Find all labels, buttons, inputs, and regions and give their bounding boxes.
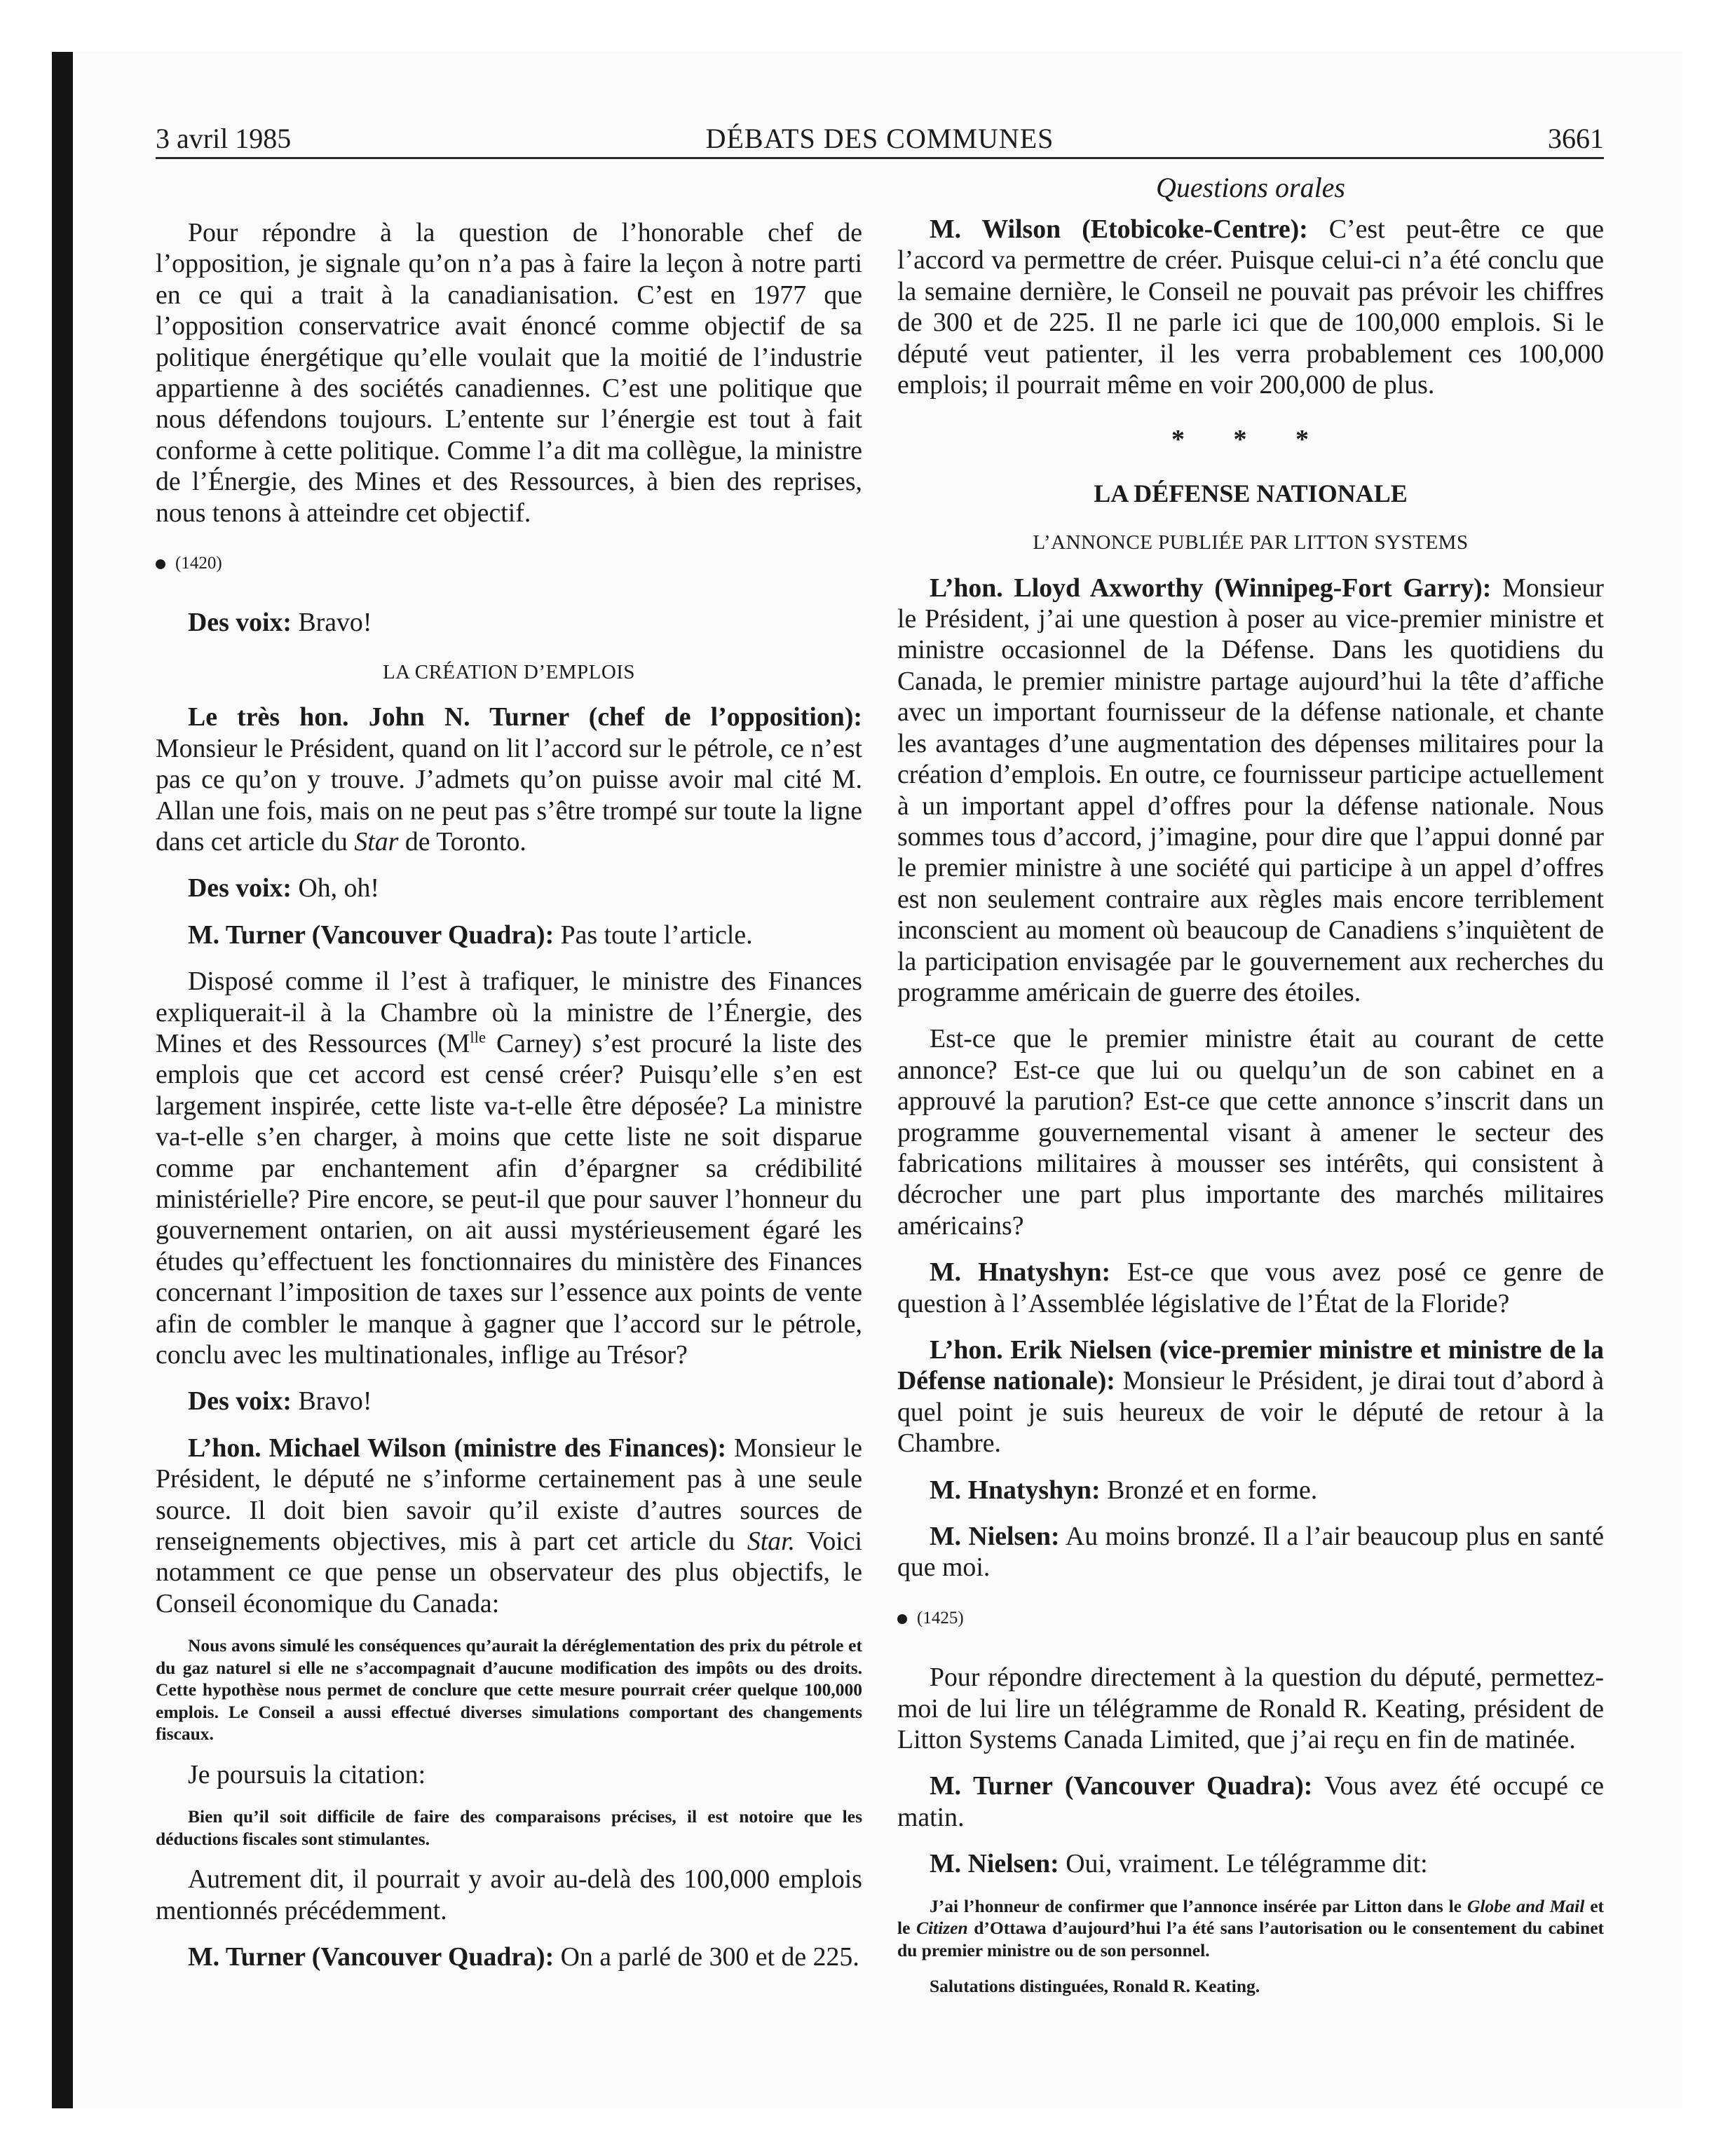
speech-text: Bravo!: [292, 1386, 372, 1417]
paragraph: Autrement dit, il pourrait y avoir au-delà des 100,000 emplois mentionnés précédemment.: [156, 1864, 862, 1925]
speaker-name: Le très hon. John N. Turner (chef de l’opposition):: [188, 702, 862, 732]
speech: [156, 1433, 862, 1619]
block-quote: Bien qu’il soit difficile de faire des comparaisons précises, il est notoire que les déductions fiscales sont stimulantes.: [156, 1806, 862, 1849]
bullet-icon: [897, 1614, 907, 1624]
speaker-name: Des voix:: [188, 1386, 292, 1417]
page-number: 3661: [1548, 123, 1604, 154]
speech: [897, 1770, 1604, 1833]
newspaper-name: Star: [354, 826, 399, 857]
right-column: [897, 214, 1604, 2012]
speaker-name: M. Turner (Vancouver Quadra):: [930, 1771, 1313, 1801]
speech: [897, 1848, 1604, 1879]
speaker-name: M. Turner (Vancouver Quadra):: [188, 920, 554, 950]
speech-text: Bronzé et en forme.: [1100, 1475, 1318, 1505]
speech: [897, 573, 1604, 1009]
paragraph: Est-ce que le premier ministre était au courant de cette annonce? Est-ce que lui ou quelqu’un de son cabinet en a approuvé la parution? Est-ce que cette annonce s’inscrit dans un programme gouvernemental visant à amener le secteur des fabrications militaires à mousser ses intérêts, qui consistent à décrocher une part plus importante des marchés militaires américains?: [897, 1024, 1604, 1241]
quote-text: d’Ottawa d’aujourd’hui l’a été sans l’autorisation ou le consentement du cabinet du premier ministre ou de son personnel.: [897, 1918, 1605, 1960]
paragraph-text: Carney) s’est procuré la liste des emplois que cet accord est censé créer? Puisqu’elle s’en est largement inspirée, cette liste va-t-elle être déposée? La ministre va-t-elle s’en charger, à moins que cette liste ne soit disparue comme par enchantement afin d’épargner sa crédibilité ministérielle? Pire encore, se peut-il que pour sauver l’honneur du gouvernement ontarien, on ait aussi mystérieusement égaré les études qu’effectuent les fonctionnaires du ministère des Finances concernant l’imposition de taxes sur l’essence aux points de vente afin de combler le manque à gagner que l’accord sur le pétrole, conclu avec les multinationales, inflige au Trésor?: [156, 1028, 863, 1370]
speech-text: Bravo!: [292, 608, 372, 638]
speaker-name: Des voix:: [188, 608, 292, 638]
timestamp: [156, 548, 862, 579]
speech-text: Monsieur le Président, je dirai tout d’abord à quel point je suis heureux de voir le député de retour à la Chambre.: [897, 1366, 1604, 1459]
speech: [156, 1942, 862, 1972]
speech-text: Est-ce que vous avez posé ce genre de question à l’Assemblée législative de l’État de la Floride?: [897, 1257, 1604, 1318]
speech: [156, 873, 862, 903]
speech-text: de Toronto.: [398, 826, 526, 857]
paragraph: Pour répondre à la question de l’honorable chef de l’opposition, je signale qu’on n’a pas à faire la leçon à notre parti en ce qui a trait à la canadianisation. C’est en 1977 que l’opposition conservatrice avait énoncé comme objectif de sa politique énergétique qu’elle voulait que la moitié de l’industrie appartienne à des sociétés canadiennes. C’est une politique que nous défendons toujours. L’entente sur l’énergie est tout à fait conforme à cette politique. Comme l’a dit ma collègue, la ministre de l’Énergie, des Mines et des Ressources, à bien des reprises, nous tenons à atteindre cet objectif.: [156, 218, 862, 528]
paragraph: Pour répondre directement à la question du député, permettez-moi de lui lire un télégramme de Ronald R. Keating, président de Litton Systems Canada Limited, que j’ai reçu en fin de matinée.: [897, 1663, 1604, 1755]
speech-text: Voici notamment ce que pense un observateur des plus objectifs, le Conseil économique du Canada:: [156, 1527, 862, 1618]
speech: [897, 1335, 1604, 1459]
timestamp: [897, 1603, 1604, 1634]
speaker-name: M. Turner (Vancouver Quadra):: [188, 1942, 554, 1972]
header-title: DÉBATS DES COMMUNES: [705, 123, 1054, 154]
newspaper-name: Globe and Mail: [1467, 1895, 1585, 1916]
speech: [897, 1475, 1604, 1506]
newspaper-name: Citizen: [916, 1918, 968, 1939]
speech: [156, 920, 862, 950]
speech: [897, 1521, 1604, 1583]
subheading: LA CRÉATION D’EMPLOIS: [382, 660, 636, 683]
left-column: [156, 217, 862, 1988]
speaker-name: M. Hnatyshyn:: [930, 1257, 1111, 1288]
speech-text: Au moins bronzé. Il a l’air beaucoup plus en santé que moi.: [897, 1522, 1604, 1583]
paragraph: [156, 966, 862, 1370]
speech-text: Oh, oh!: [292, 873, 379, 903]
speaker-name: L’hon. Michael Wilson (ministre des Finances):: [188, 1433, 727, 1463]
speaker-name: M. Nielsen:: [930, 1522, 1060, 1552]
running-header: [156, 118, 1604, 159]
timestamp-text: (1420): [175, 554, 222, 573]
paragraph-text: Disposé comme il l’est à trafiquer, le ministre des Finances expliquerait-il à la Chambre où la ministre de l’Énergie, des Mines et des Ressources (M: [156, 967, 862, 1058]
quote-text: et le: [897, 1895, 1605, 1939]
speech: [156, 1386, 862, 1417]
scan-margin-bottom: [0, 2108, 1735, 2156]
quote-text: J’ai l’honneur de confirmer que l’annonce insérée par Litton dans le: [930, 1895, 1467, 1916]
subheading: L’ANNONCE PUBLIÉE PAR LITTON SYSTEMS: [1033, 531, 1469, 554]
bullet-icon: [156, 559, 165, 569]
speaker-name: M. Wilson (Etobicoke-Centre):: [930, 214, 1308, 244]
scan-margin-left: [0, 0, 52, 2156]
speaker-name: L’hon. Lloyd Axworthy (Winnipeg-Fort Garry):: [930, 573, 1492, 603]
timestamp-text: (1425): [917, 1608, 964, 1628]
speech: [897, 1257, 1604, 1319]
speech: [897, 214, 1604, 400]
speech: [156, 702, 862, 857]
scan-margin-top: [0, 0, 1735, 52]
speech-text: Pas toute l’article.: [554, 920, 753, 950]
speech-text: Monsieur le Président, j’ai une question à poser au vice-premier ministre et ministre occasionnel de la Défense. Dans les quotidiens du Canada, le premier ministre partage aujourd’hui la tête d’affiche avec un important fournisseur de la défense nationale, et chante les avantages d’une augmentation des dépenses militaires pour la création d’emplois. En outre, ce fournisseur participe actuellement à un important appel d’offres pour la défense nationale. Nous sommes tous d’accord, j’imagine, pour dire que l’appui donné par le premier ministre à une société qui participe à un appel d’offres est non seulement contraire aux règles mais encore terriblement inconscient au moment où beaucoup de Canadiens s’inquiètent de la participation envisagée par le gouvernement aux recherches du programme américain de guerre des étoiles.: [897, 573, 1604, 1007]
speech-text: On a parlé de 300 et de 225.: [554, 1942, 859, 1972]
speech-text: C’est peut-être ce que l’accord va permettre de créer. Puisque celui-ci n’a été conclu que la semaine dernière, le Conseil ne pouvait pas prévoir les chiffres de 300 et de 225. Il ne parle ici que de 100,000 emplois. Si le député veut patienter, il les verra probablement ces 100,000 emplois; il pourrait même en voir 200,000 de plus.: [897, 214, 1604, 400]
speaker-name: M. Hnatyshyn:: [930, 1475, 1101, 1505]
block-quote: [897, 1895, 1604, 1962]
speaker-name: L’hon. Erik Nielsen (vice-premier ministre et ministre de la Défense nationale):: [897, 1335, 1604, 1396]
section-heading: LA DÉFENSE NATIONALE: [1094, 479, 1408, 507]
block-quote: Nous avons simulé les conséquences qu’aurait la déréglementation des prix du pétrole et du gaz naturel si elle ne s’accompagnait d’aucune modification des impôts ou des droits. Cette hypothèse nous permet de conclure que cette mesure pourrait créer quelque 100,000 emplois. Le Conseil a aussi effectué diverses simulations comportant des changements fiscaux.: [156, 1635, 862, 1745]
speech-text: Monsieur le Président, quand on lit l’accord sur le pétrole, ce n’est pas ce qu’on y trouve. J’admets qu’on puisse avoir mal cité M. Allan une fois, mais on ne peut pas s’être trompé sur toute la ligne dans cet article du: [156, 733, 862, 857]
newspaper-name: Star.: [747, 1527, 796, 1557]
telegram-signature: Salutations distinguées, Ronald R. Keating.: [930, 1976, 1260, 1997]
speech-text: Monsieur le Président, le député ne s’informe certainement pas à une seule source. Il doit bien savoir qu’il existe d’autres sources de renseignements objectives, mis à part cet article du: [156, 1433, 862, 1557]
abbreviation-superscript: lle: [470, 1028, 487, 1046]
header-date: 3 avril 1985: [156, 123, 292, 154]
section-separator: * * *: [1171, 425, 1330, 455]
speaker-name: Des voix:: [188, 873, 292, 903]
speaker-name: M. Nielsen:: [930, 1849, 1059, 1879]
speech-text: Oui, vraiment. Le télégramme dit:: [1059, 1849, 1428, 1879]
speech-text: Vous avez été occupé ce matin.: [897, 1771, 1604, 1832]
section-kicker: Questions orales: [1156, 172, 1345, 203]
speech: [156, 607, 862, 638]
paragraph: Je poursuis la citation:: [188, 1759, 426, 1789]
scan-binding-shadow: [52, 52, 73, 2108]
